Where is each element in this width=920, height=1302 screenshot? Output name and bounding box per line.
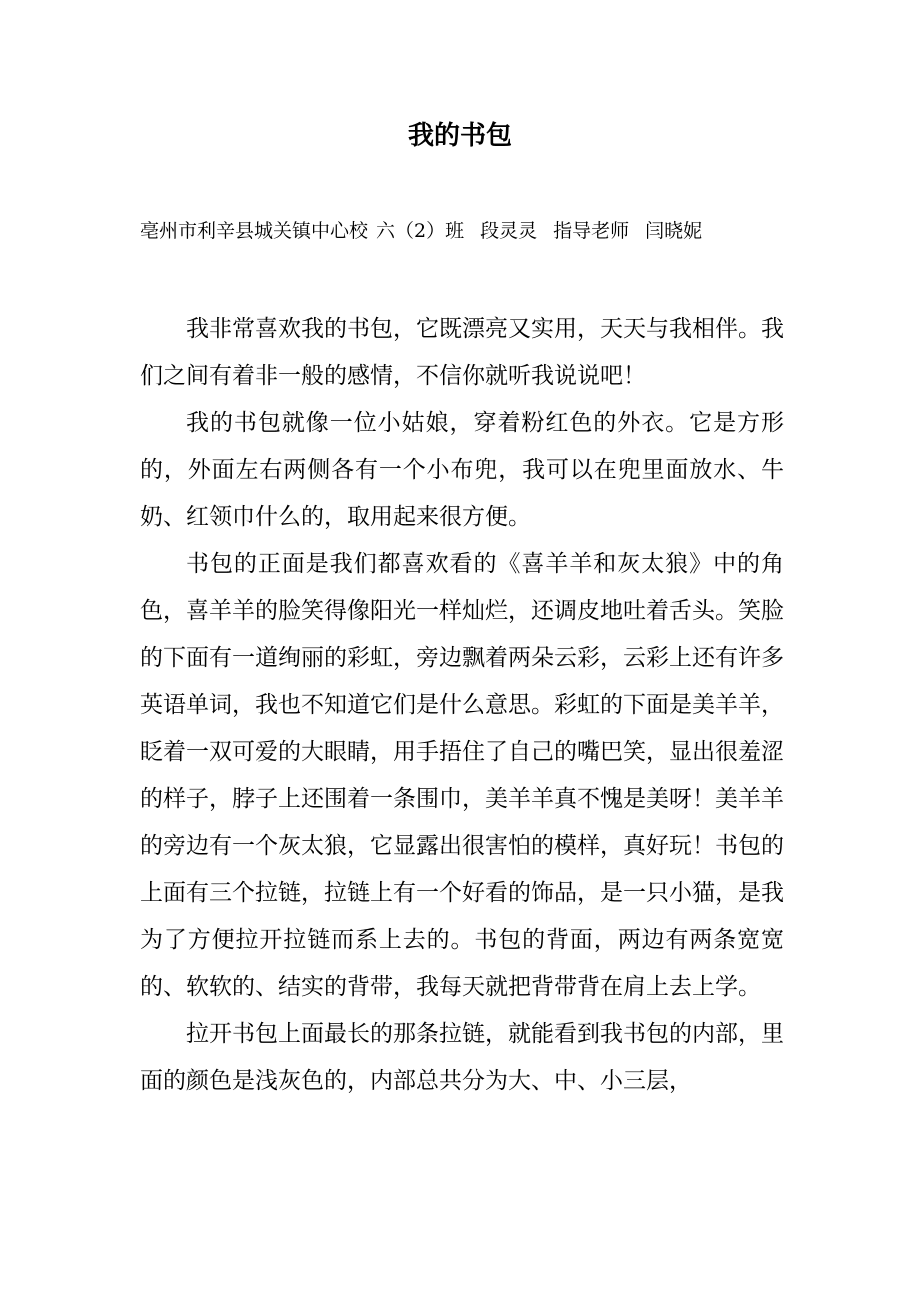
byline-school: 亳州市利辛县城关镇中心校 (140, 220, 369, 242)
document-title: 我的书包 (407, 121, 512, 151)
paragraph-2: 我的书包就像一位小姑娘，穿着粉红色的外衣。它是方形的，外面左右两侧各有一个小布兜，我可以在兜里面放水、牛奶、红领巾什么的，取用起来很方便。 (140, 410, 784, 530)
paragraph-4: 拉开书包上面最长的那条拉链，就能看到我书包的内部，里面的颜色是浅灰色的，内部总共分为大、中、小三层， (140, 1021, 784, 1094)
byline-author: 段灵灵 (480, 220, 538, 242)
document-body (140, 306, 784, 1105)
paragraph-3: 书包的正面是我们都喜欢看的《喜羊羊和灰太狼》中的角色，喜羊羊的脸笑得像阳光一样灿烂，还调皮地吐着舌头。笑脸的下面有一道绚丽的彩虹，旁边飘着两朵云彩，云彩上还有许多英语单词，我也不知道它们是什么意思。彩虹的下面是美羊羊，眨着一双可爱的大眼睛，用手捂住了自己的嘴巴笑，显出很羞涩的样子，脖子上还围着一条围巾，美羊羊真不愧是美呀！美羊羊的旁边有一个灰太狼，它显露出很害怕的模样，真好玩！书包的上面有三个拉链，拉链上有一个好看的饰品，是一只小猫，是我为了方便拉开拉链而系上去的。书包的背面，两边有两条宽宽的、软软的、结实的背带，我每天就把背带背在肩上去上学。 (140, 551, 784, 1000)
byline-teacher: 闫晓妮 (645, 220, 703, 242)
byline (140, 214, 800, 248)
byline-teacher-label: 指导老师 (553, 220, 630, 242)
paragraph-1: 我非常喜欢我的书包，它既漂亮又实用，天天与我相伴。我们之间有着非一般的感情，不信你就听我说说吧！ (140, 316, 784, 389)
byline-class: 六（2）班 (376, 220, 465, 242)
